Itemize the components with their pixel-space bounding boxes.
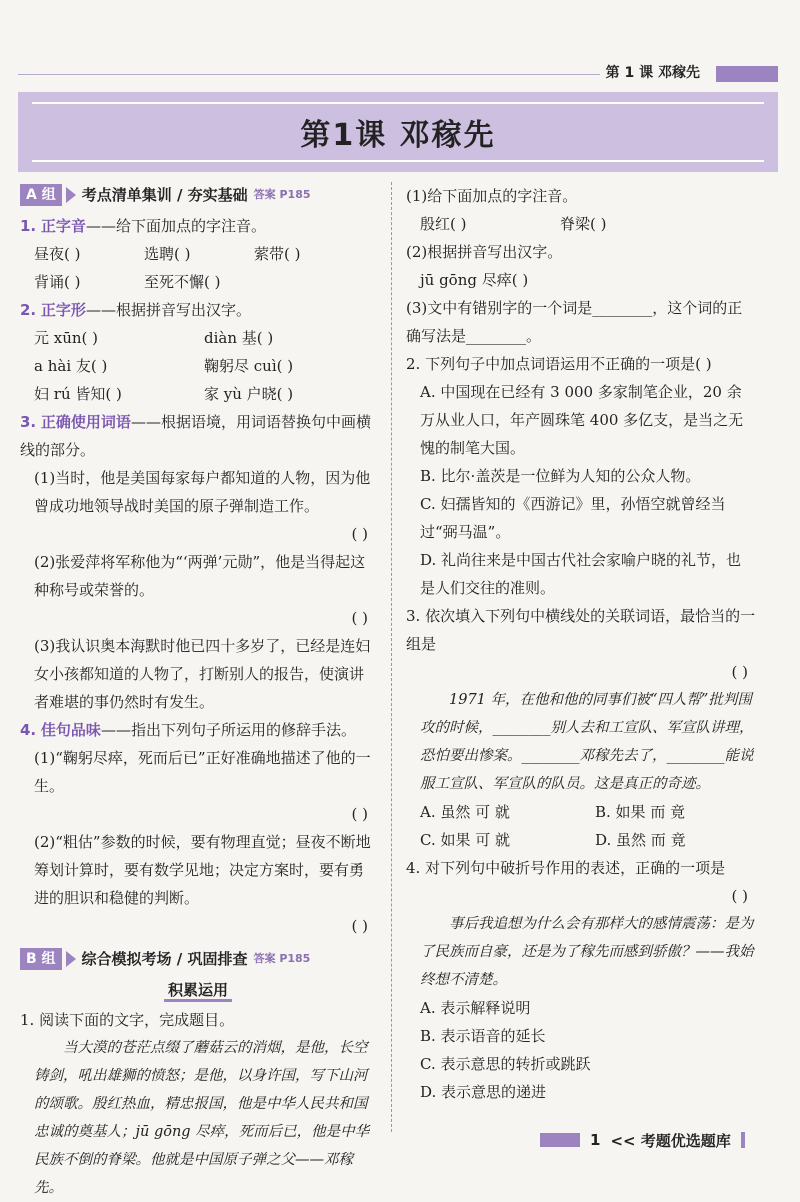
- page-footer: [540, 1128, 760, 1152]
- q1-row2: 背诵( ) 至死不懈( ): [34, 273, 221, 291]
- group-b-title: 综合模拟考场 / 巩固排查: [81, 950, 248, 968]
- b4-option-a: A. 表示解释说明: [420, 999, 531, 1017]
- b2-option-a: A. 中国现在已经有 3 000 多家制笔企业，20 余万从业人口，年产圆珠笔 400 多亿支，是当之无愧的制笔大国。: [420, 383, 744, 457]
- b1-r2a: jū gōng 尽瘁( ): [420, 271, 529, 289]
- right-column: [406, 182, 756, 1106]
- q4: 4. 佳句品味——指出下列句子所运用的修辞手法。: [20, 721, 356, 739]
- b3-options-2: C. 如果 可 就 D. 虽然 而 竟: [420, 831, 686, 849]
- b3-options-1: A. 虽然 可 就 B. 如果 而 竟: [420, 803, 686, 821]
- b4-option-d: D. 表示意思的递进: [420, 1083, 547, 1101]
- footer-brand: << 考题优选题库: [610, 1131, 731, 1150]
- q2: 2. 正字形——根据拼音写出汉字。: [20, 301, 251, 319]
- group-a-header: [20, 182, 376, 208]
- b1-r2: (2)根据拼音写出汉字。: [406, 243, 563, 261]
- b3-passage: 1971 年，在他和他的同事们被“四人帮”批判围攻的时候，________别人去和工宣队、军宣队讲理，恐怕要出惨案。________邓稼先去了，________能说服工宣队、军宣队的队员。这是真正的奇迹。: [420, 692, 754, 792]
- b4-paren: ( ): [731, 887, 748, 905]
- b2: 2. 下列句子中加点词语运用不正确的一项是( ): [406, 355, 712, 373]
- q3-s1: (1)当时，他是美国每家每户都知道的人物，因为他曾成功地领导战时美国的原子弹制造工作。: [34, 469, 371, 515]
- b3-paren: ( ): [731, 663, 748, 681]
- b1-passage: 当大漠的苍茫点缀了蘑菇云的消烟，是他，长空铸剑，吼出雄狮的愤怒；是他，以身许国，写下山河的颂歌。殷红热血，精忠报国，他是中华人民共和国忠诚的奠基人；jū gōng 尽瘁，死而后已，他是中华民族不倒的脊梁。他就是中国原子弹之父——邓稼先。: [34, 1040, 370, 1196]
- b3: 3. 依次填入下列句中横线处的关联词语，最恰当的一组是: [406, 607, 756, 653]
- b2-option-d: D. 礼尚往来是中国古代社会家喻户晓的礼节，也是人们交往的准则。: [420, 551, 742, 597]
- q3-s3: (3)我认识奥本海默时他已四十多岁了，已经是连妇女小孩都知道的人物了，打断别人的报告，使演讲者难堪的事仍然时有发生。: [34, 637, 371, 711]
- left-column: [20, 182, 376, 1202]
- q2-row1: 元 xūn( ) diàn 基( ): [34, 329, 274, 347]
- b4-passage: 事后我追想为什么会有那样大的感情震荡：是为了民族而自豪，还是为了稼先而感到骄傲？——我始终想不清楚。: [420, 916, 754, 988]
- b1-r3: (3)文中有错别字的一个词是________，这个词的正确写法是________。: [406, 299, 743, 345]
- q3: 3. 正确使用词语——根据语境，用词语替换句中画横线的部分。: [20, 413, 371, 459]
- b2-option-b: B. 比尔·盖茨是一位鲜为人知的公众人物。: [420, 467, 701, 485]
- q3-s1-paren: ( ): [351, 525, 368, 543]
- b1-r1: (1)给下面加点的字注音。: [406, 187, 578, 205]
- q3-s2-paren: ( ): [351, 609, 368, 627]
- group-a-label: A 组: [20, 184, 62, 206]
- footer-bar: [741, 1132, 745, 1148]
- arrow-icon: [66, 187, 76, 203]
- q3-s2: (2)张爱萍将军称他为“‘两弹’元勋”，他是当得起这种称号或荣誉的。: [34, 553, 366, 599]
- arrow-icon: [66, 951, 76, 967]
- page-number: 1: [590, 1131, 601, 1149]
- group-a-answer: 答案 P185: [253, 188, 311, 201]
- q4-s2-paren: ( ): [351, 917, 368, 935]
- lesson-title: 第1课 邓稼先: [300, 118, 496, 153]
- footer-tab: [540, 1133, 580, 1147]
- q1: 1. 正字音——给下面加点的字注音。: [20, 217, 266, 235]
- group-b-answer: 答案 P185: [253, 952, 311, 965]
- section-heading: 积累运用: [20, 976, 376, 1004]
- group-b-label: B 组: [20, 948, 62, 970]
- b4-option-b: B. 表示语音的延长: [420, 1027, 546, 1045]
- q2-row2: a hài 友( ) 鞠躬尽 cuì( ): [34, 357, 294, 375]
- running-header: [18, 62, 778, 82]
- title-banner: [18, 92, 778, 172]
- b1: 1. 阅读下面的文字，完成题目。: [20, 1011, 235, 1029]
- b1-r1-row: 殷红( ) 脊梁( ): [420, 215, 607, 233]
- b4: 4. 对下列句中破折号作用的表述，正确的一项是: [406, 859, 726, 877]
- running-title: 第 1 课 邓稼先: [600, 62, 706, 82]
- q1-row1: 昼夜( ) 选聘( ) 萦带( ): [34, 245, 301, 263]
- q4-s2: (2)“粗估”参数的时候，要有物理直觉；昼夜不断地筹划计算时，要有数学见地；决定方案时，要有勇进的胆识和稳健的判断。: [34, 833, 371, 907]
- group-b-header: [20, 946, 376, 972]
- q2-row3: 妇 rú 皆知( ) 家 yù 户晓( ): [34, 385, 294, 403]
- q4-s1: (1)“鞠躬尽瘁，死而后已”正好准确地描述了他的一生。: [34, 749, 371, 795]
- b2-option-c: C. 妇孺皆知的《西游记》里，孙悟空就曾经当过“弼马温”。: [420, 495, 726, 541]
- header-tab: [716, 66, 778, 82]
- group-a-title: 考点清单集训 / 夯实基础: [81, 186, 248, 204]
- b4-option-c: C. 表示意思的转折或跳跃: [420, 1055, 591, 1073]
- column-divider: [391, 182, 392, 1132]
- q4-s1-paren: ( ): [351, 805, 368, 823]
